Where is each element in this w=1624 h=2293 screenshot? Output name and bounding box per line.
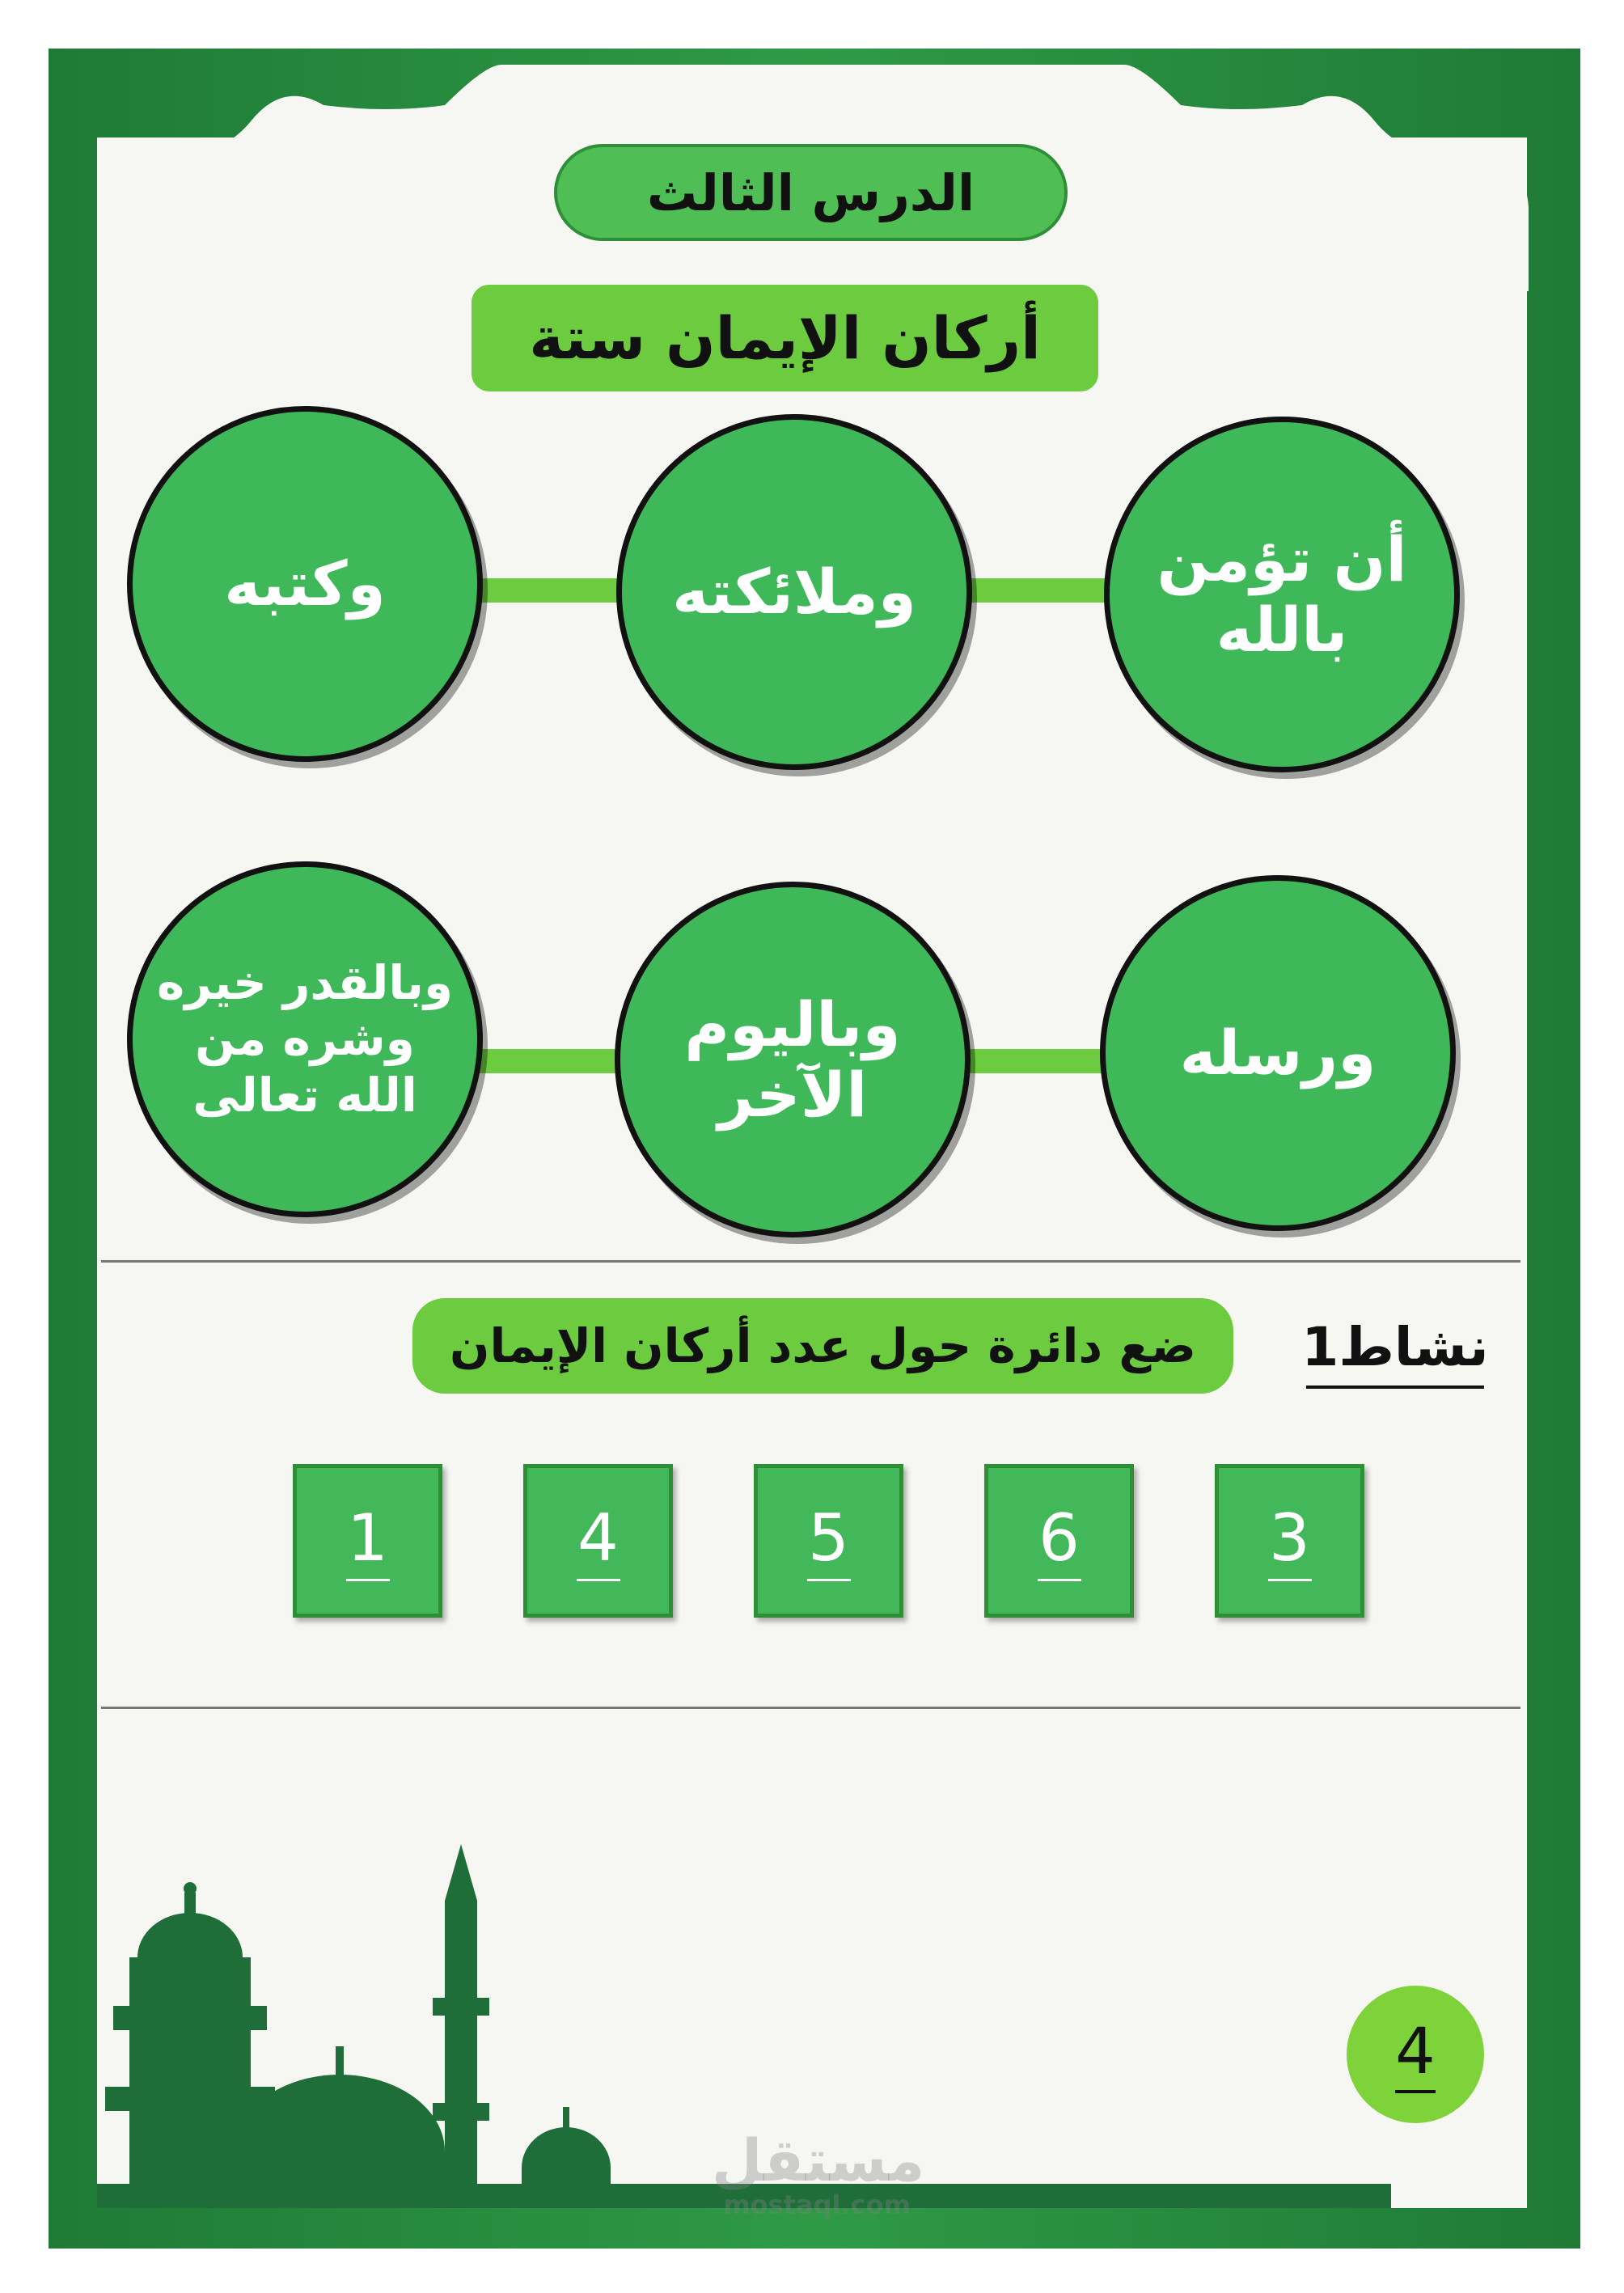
pillar-circle-4: ورسله — [1100, 875, 1456, 1231]
connector-line — [962, 578, 1124, 603]
choice-box[interactable] — [754, 1464, 903, 1618]
pillar-circle-3: وكتبه — [127, 406, 483, 762]
choice-value: 1 — [347, 1500, 388, 1576]
choice-box[interactable] — [523, 1464, 673, 1618]
choice-value: 6 — [1038, 1500, 1080, 1576]
pillar-circle-5: وباليوم الآخر — [615, 882, 971, 1237]
choice-underline — [1268, 1579, 1312, 1581]
lesson-title: الدرس الثالث — [554, 144, 1068, 241]
choice-underline — [1038, 1579, 1081, 1581]
choice-box[interactable] — [293, 1464, 442, 1618]
watermark-arabic: مستقل — [712, 2126, 925, 2194]
section-divider — [101, 1260, 1520, 1263]
page-number-underline — [1395, 2090, 1436, 2093]
choice-value: 4 — [577, 1500, 619, 1576]
pillar-circle-2: وملائكته — [616, 414, 972, 770]
choice-underline — [346, 1579, 390, 1581]
choice-underline — [807, 1579, 851, 1581]
choice-underline — [577, 1579, 620, 1581]
pillar-circle-1: أن تؤمن بالله — [1104, 417, 1460, 772]
pillar-circle-6: وبالقدر خيره وشره من الله تعالى — [127, 861, 483, 1217]
connector-line — [477, 578, 639, 603]
choice-box[interactable] — [1215, 1464, 1364, 1618]
choice-box[interactable] — [984, 1464, 1134, 1618]
activity-task: ضع دائرة حول عدد أركان الإيمان — [412, 1298, 1233, 1394]
choice-value: 5 — [808, 1500, 849, 1576]
section-divider — [101, 1707, 1520, 1709]
page-subtitle: أركان الإيمان ستة — [472, 285, 1098, 391]
page-number-badge — [1347, 1986, 1484, 2123]
watermark-logo — [712, 2126, 925, 2220]
activity-label: نشاط1 — [1306, 1309, 1484, 1389]
page-number: 4 — [1395, 2016, 1436, 2088]
watermark-latin: mostaql.com — [723, 2189, 911, 2220]
choice-value: 3 — [1269, 1500, 1310, 1576]
